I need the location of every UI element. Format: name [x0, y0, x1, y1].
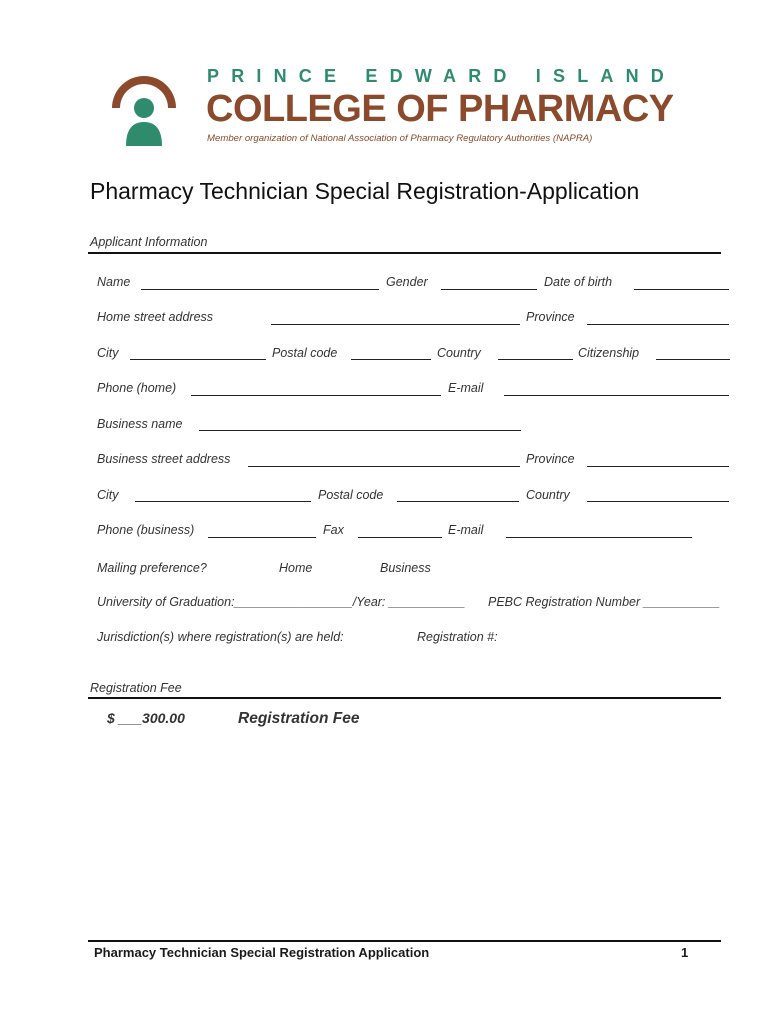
- phone-business-field[interactable]: [208, 537, 316, 538]
- citizenship-field[interactable]: [656, 359, 730, 360]
- home-street-field[interactable]: [271, 324, 520, 325]
- home-city-label: City: [97, 346, 119, 360]
- college-logo-icon: [108, 68, 180, 146]
- phone-business-label: Phone (business): [97, 523, 195, 537]
- business-city-field[interactable]: [135, 501, 311, 502]
- fax-field[interactable]: [358, 537, 442, 538]
- fax-label: Fax: [323, 523, 344, 537]
- page-title: Pharmacy Technician Special Registration-Application: [90, 178, 640, 204]
- gender-field[interactable]: [441, 289, 537, 290]
- section-rule: [88, 697, 721, 699]
- home-country-field[interactable]: [498, 359, 573, 360]
- section-rule: [88, 252, 721, 254]
- dob-label: Date of birth: [544, 275, 613, 289]
- footer-rule: [88, 940, 721, 942]
- home-street-label: Home street address: [97, 310, 214, 324]
- home-postal-label: Postal code: [272, 346, 338, 360]
- header-line-1: PRINCE EDWARD ISLAND: [207, 66, 677, 86]
- pebc-registration-field[interactable]: PEBC Registration Number ___________: [488, 595, 721, 609]
- business-city-label: City: [97, 488, 119, 502]
- business-email-field[interactable]: [506, 537, 692, 538]
- home-postal-field[interactable]: [351, 359, 431, 360]
- business-email-label: E-mail: [448, 523, 484, 537]
- home-email-field[interactable]: [504, 395, 729, 396]
- name-label: Name: [97, 275, 131, 289]
- section-registration-fee: Registration Fee: [90, 681, 182, 695]
- home-city-field[interactable]: [130, 359, 266, 360]
- business-province-field[interactable]: [587, 466, 729, 467]
- phone-home-field[interactable]: [191, 395, 441, 396]
- business-country-field[interactable]: [587, 501, 729, 502]
- footer-title: Pharmacy Technician Special Registration Application: [94, 945, 430, 960]
- business-province-label: Province: [526, 452, 575, 466]
- home-email-label: E-mail: [448, 381, 484, 395]
- mailing-preference-label: Mailing preference?: [97, 561, 207, 575]
- mailing-option-home[interactable]: Home: [279, 561, 313, 575]
- page-number: 1: [681, 945, 689, 960]
- name-field[interactable]: [141, 289, 379, 290]
- business-name-field[interactable]: [199, 430, 521, 431]
- business-name-label: Business name: [97, 417, 183, 431]
- business-street-label: Business street address: [97, 452, 231, 466]
- gender-label: Gender: [386, 275, 428, 289]
- dob-field[interactable]: [634, 289, 729, 290]
- business-postal-label: Postal code: [318, 488, 384, 502]
- home-province-label: Province: [526, 310, 575, 324]
- registration-number-label: Registration #:: [417, 630, 498, 644]
- mailing-option-business[interactable]: Business: [380, 561, 431, 575]
- fee-label: Registration Fee: [238, 710, 360, 727]
- business-street-field[interactable]: [248, 466, 520, 467]
- university-graduation-field[interactable]: University of Graduation:_________________/Year: ___________: [97, 595, 466, 609]
- jurisdiction-label: Jurisdiction(s) where registration(s) are held:: [97, 630, 344, 644]
- phone-home-label: Phone (home): [97, 381, 177, 395]
- business-country-label: Country: [526, 488, 570, 502]
- section-applicant-information: Applicant Information: [90, 235, 208, 249]
- home-province-field[interactable]: [587, 324, 729, 325]
- header-college-name: COLLEGE OF PHARMACY: [206, 88, 674, 130]
- header-napra-note: Member organization of National Association of Pharmacy Regulatory Authorities (NAPRA): [207, 133, 593, 144]
- home-country-label: Country: [437, 346, 481, 360]
- fee-amount: $ ___300.00: [107, 710, 185, 726]
- business-postal-field[interactable]: [397, 501, 519, 502]
- citizenship-label: Citizenship: [578, 346, 640, 360]
